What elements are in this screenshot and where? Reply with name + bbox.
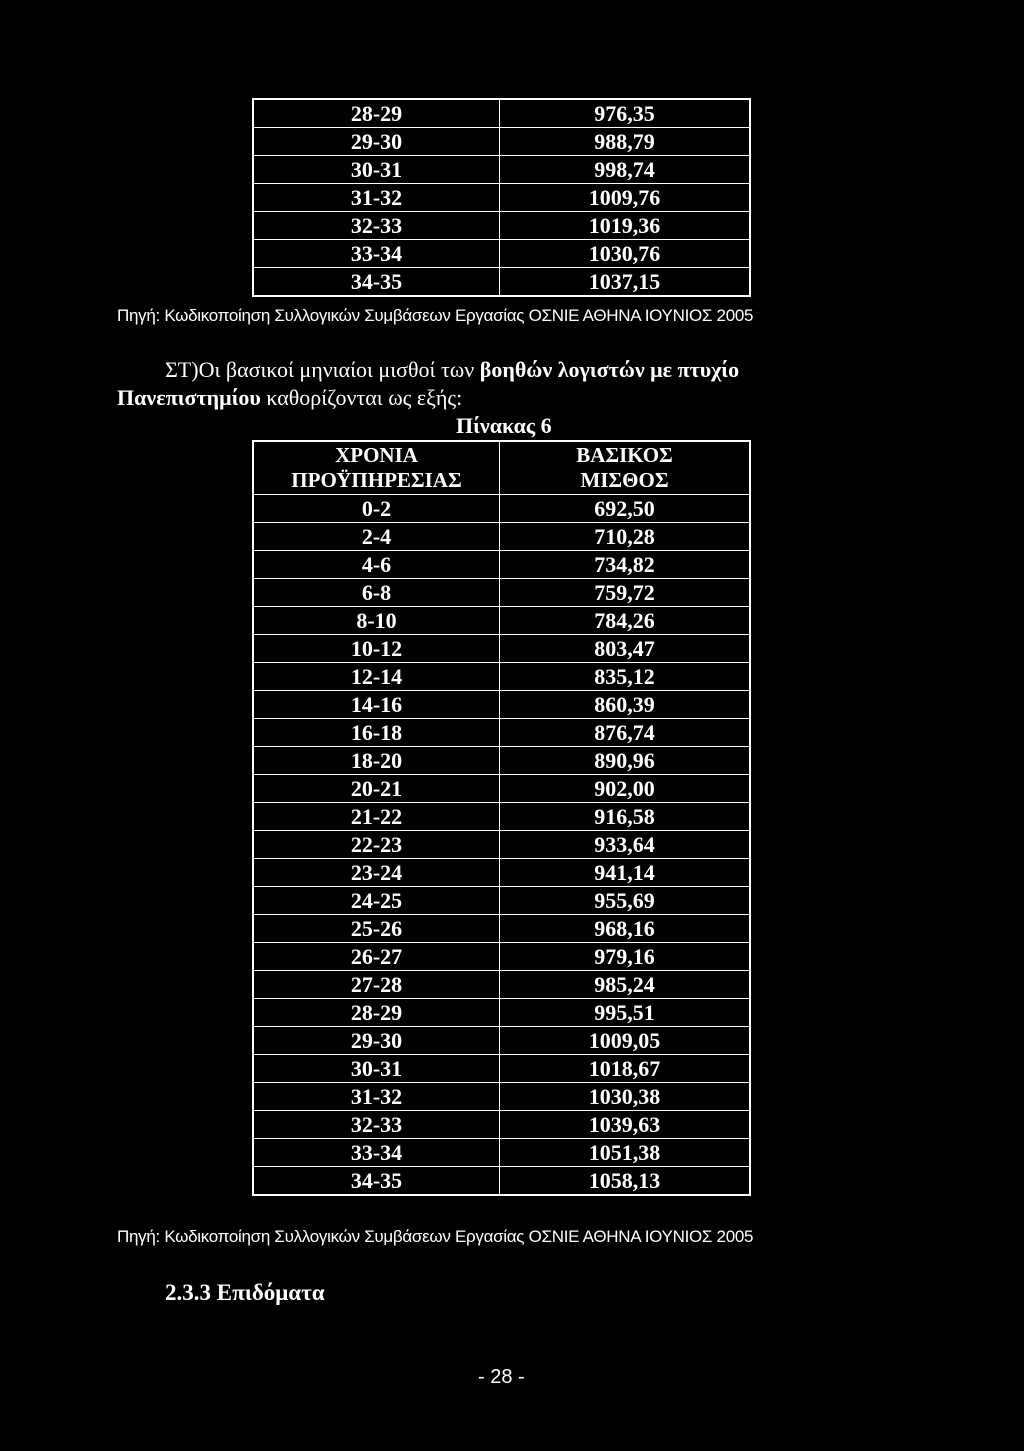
salary-cell: 1030,38	[500, 1083, 751, 1111]
header-col1-line2: ΠΡΟΫΠΗΡΕΣΙΑΣ	[291, 468, 462, 492]
salary-cell: 1039,63	[500, 1111, 751, 1139]
years-cell: 30-31	[253, 1055, 500, 1083]
table-row	[253, 775, 750, 803]
salary-cell: 1019,36	[500, 212, 751, 240]
header-years-of-service	[253, 441, 500, 495]
years-cell: 12-14	[253, 663, 500, 691]
source-note-2: Πηγή: Κωδικοποίηση Συλλογικών Συμβάσεων Εργασίας ΟΣΝΙΕ ΑΘΗΝΑ ΙΟΥΝΙΟΣ 2005	[117, 1227, 754, 1246]
salary-cell: 995,51	[500, 999, 751, 1027]
years-cell: 32-33	[253, 212, 500, 240]
table-row	[253, 915, 750, 943]
salary-cell: 1051,38	[500, 1139, 751, 1167]
years-cell: 30-31	[253, 156, 500, 184]
table-row	[253, 607, 750, 635]
header-col2-line1: ΒΑΣΙΚΟΣ	[576, 443, 673, 467]
years-cell: 14-16	[253, 691, 500, 719]
table2-header	[253, 441, 750, 495]
section-heading: 2.3.3 Επιδόματα	[165, 1280, 325, 1305]
salary-cell: 916,58	[500, 803, 751, 831]
salary-cell: 933,64	[500, 831, 751, 859]
table-row	[253, 663, 750, 691]
table-row	[253, 943, 750, 971]
salary-cell: 876,74	[500, 719, 751, 747]
table-row	[253, 1111, 750, 1139]
years-cell: 27-28	[253, 971, 500, 999]
years-cell: 28-29	[253, 99, 500, 128]
years-cell: 33-34	[253, 1139, 500, 1167]
years-cell: 20-21	[253, 775, 500, 803]
years-cell: 29-30	[253, 128, 500, 156]
years-cell: 33-34	[253, 240, 500, 268]
paragraph-prefix: ΣΤ)Οι βασικοί μηνιαίοι μισθοί των	[165, 357, 480, 382]
page-number: - 28 -	[478, 1366, 525, 1388]
table-row	[253, 831, 750, 859]
salary-cell: 803,47	[500, 635, 751, 663]
salary-cell: 692,50	[500, 495, 751, 523]
table-row	[253, 1083, 750, 1111]
table-row	[253, 156, 750, 184]
salary-cell: 1009,76	[500, 184, 751, 212]
years-cell: 2-4	[253, 523, 500, 551]
salary-cell: 1037,15	[500, 268, 751, 297]
years-cell: 18-20	[253, 747, 500, 775]
salary-cell: 985,24	[500, 971, 751, 999]
paragraph-line-1	[165, 357, 739, 383]
years-cell: 0-2	[253, 495, 500, 523]
salary-cell: 784,26	[500, 607, 751, 635]
table-row	[253, 691, 750, 719]
years-cell: 10-12	[253, 635, 500, 663]
table-header-row	[253, 441, 750, 495]
paragraph-bold: βοηθών λογιστών με πτυχίο	[479, 357, 740, 382]
years-cell: 22-23	[253, 831, 500, 859]
table-row	[253, 719, 750, 747]
table-row	[253, 128, 750, 156]
salary-cell: 710,28	[500, 523, 751, 551]
table-row	[253, 1167, 750, 1196]
salary-cell: 998,74	[500, 156, 751, 184]
salary-table-6	[252, 440, 751, 1196]
years-cell: 34-35	[253, 1167, 500, 1196]
years-cell: 32-33	[253, 1111, 500, 1139]
salary-cell: 734,82	[500, 551, 751, 579]
salary-cell: 902,00	[500, 775, 751, 803]
table-row	[253, 551, 750, 579]
paragraph-line-2	[117, 385, 462, 411]
salary-cell: 1018,67	[500, 1055, 751, 1083]
table-row	[253, 240, 750, 268]
table2-body	[253, 495, 750, 1196]
salary-cell: 835,12	[500, 663, 751, 691]
salary-cell: 1030,76	[500, 240, 751, 268]
header-base-salary	[500, 441, 751, 495]
years-cell: 4-6	[253, 551, 500, 579]
table-row	[253, 523, 750, 551]
table-row	[253, 635, 750, 663]
salary-cell: 979,16	[500, 943, 751, 971]
salary-cell: 1058,13	[500, 1167, 751, 1196]
table-row	[253, 803, 750, 831]
table-row	[253, 887, 750, 915]
table-row	[253, 99, 750, 128]
table-row	[253, 747, 750, 775]
years-cell: 23-24	[253, 859, 500, 887]
paragraph-line2-bold: Πανεπιστημίου	[117, 385, 261, 410]
table-row	[253, 184, 750, 212]
table-row	[253, 579, 750, 607]
years-cell: 24-25	[253, 887, 500, 915]
years-cell: 31-32	[253, 184, 500, 212]
table-row	[253, 1055, 750, 1083]
paragraph-line2-rest: καθορίζονται ως εξής:	[260, 385, 463, 410]
table-row	[253, 212, 750, 240]
years-cell: 8-10	[253, 607, 500, 635]
years-cell: 31-32	[253, 1083, 500, 1111]
years-cell: 25-26	[253, 915, 500, 943]
salary-cell: 941,14	[500, 859, 751, 887]
salary-cell: 860,39	[500, 691, 751, 719]
years-cell: 21-22	[253, 803, 500, 831]
years-cell: 26-27	[253, 943, 500, 971]
source-note-1: Πηγή: Κωδικοποίηση Συλλογικών Συμβάσεων Εργασίας ΟΣΝΙΕ ΑΘΗΝΑ ΙΟΥΝΙΟΣ 2005	[117, 306, 754, 325]
salary-cell: 1009,05	[500, 1027, 751, 1055]
salary-cell: 968,16	[500, 915, 751, 943]
years-cell: 29-30	[253, 1027, 500, 1055]
salary-cell: 890,96	[500, 747, 751, 775]
table1-body	[253, 99, 750, 296]
table-row	[253, 971, 750, 999]
years-cell: 6-8	[253, 579, 500, 607]
years-cell: 16-18	[253, 719, 500, 747]
salary-cell: 759,72	[500, 579, 751, 607]
salary-cell: 955,69	[500, 887, 751, 915]
table-row	[253, 999, 750, 1027]
table-caption: Πίνακας 6	[456, 413, 552, 438]
salary-cell: 988,79	[500, 128, 751, 156]
salary-table-continued	[252, 98, 751, 297]
years-cell: 28-29	[253, 999, 500, 1027]
table-row	[253, 268, 750, 297]
header-col1-line1: ΧΡΟΝΙΑ	[335, 443, 418, 467]
table-row	[253, 1139, 750, 1167]
salary-cell: 976,35	[500, 99, 751, 128]
table-row	[253, 1027, 750, 1055]
table-row	[253, 495, 750, 523]
table-row	[253, 859, 750, 887]
years-cell: 34-35	[253, 268, 500, 297]
header-col2-line2: ΜΙΣΘΟΣ	[580, 468, 669, 492]
